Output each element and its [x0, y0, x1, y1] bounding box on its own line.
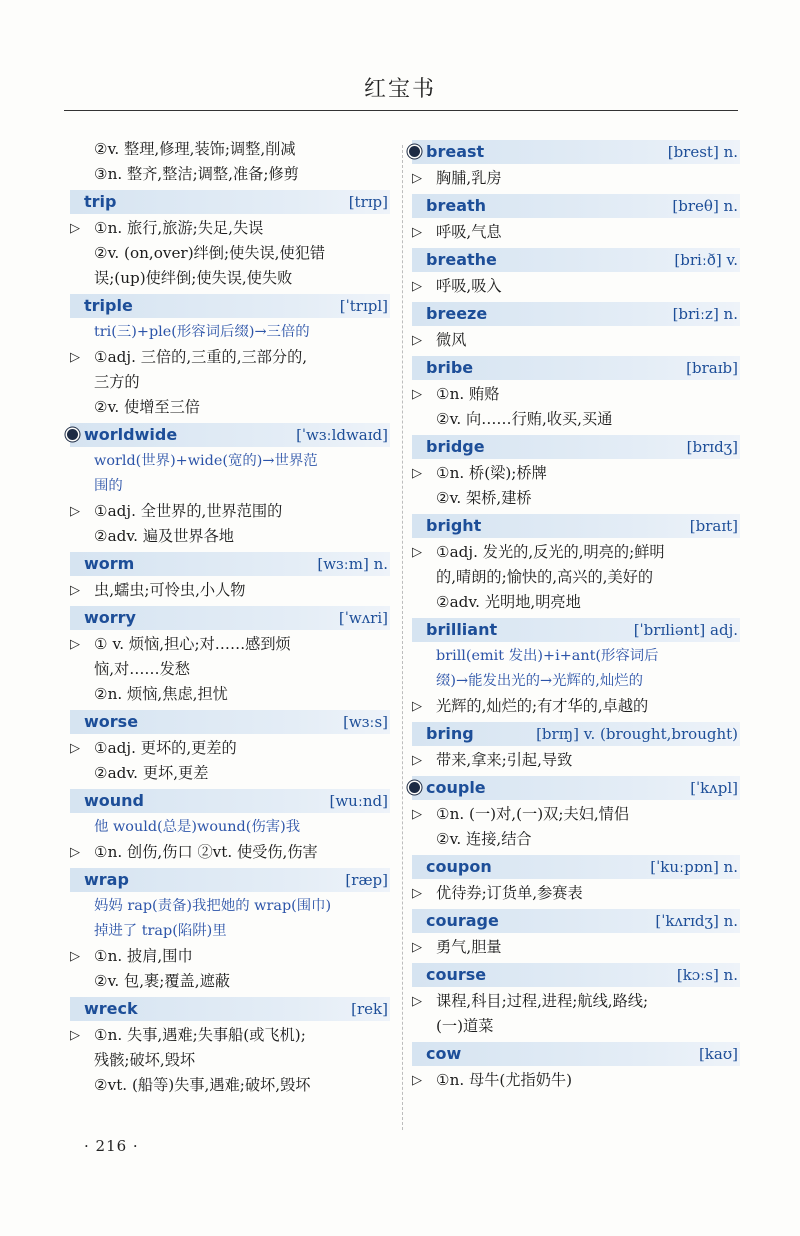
definition-text: 胸脯,乳房	[436, 169, 502, 187]
pronunciation: [ˈbrɪliənt] adj.	[633, 621, 738, 639]
headword: breathe	[426, 250, 497, 269]
definition-text: 呼吸,气息	[436, 223, 502, 241]
pronunciation: [braɪb]	[686, 359, 738, 377]
definition-continuation	[70, 657, 390, 682]
triangle-bullet-icon: ▷	[412, 387, 422, 402]
triangle-bullet-icon: ▷	[412, 994, 422, 1009]
headword: worm	[84, 554, 135, 573]
definition-text: ①n. 桥(梁);桥牌	[436, 464, 547, 482]
pronunciation: [rek]	[351, 1000, 388, 1018]
definition-text: ②v. 整理,修理,装饰;调整,削减	[94, 140, 296, 158]
headword-bar	[70, 997, 390, 1021]
headword: course	[426, 965, 487, 984]
definition-text: ①adj. 更坏的,更差的	[94, 739, 237, 757]
definition-continuation	[70, 266, 390, 291]
pronunciation: [kaʊ]	[698, 1045, 738, 1063]
headword-bar	[412, 722, 740, 746]
definition-text: (一)道菜	[436, 1017, 494, 1035]
pronunciation: [wuːnd]	[329, 792, 388, 810]
pronunciation: [ˈwʌri]	[338, 609, 388, 627]
mnemonic-text: 围的	[94, 478, 123, 494]
headword-bar	[70, 789, 390, 813]
headword: worry	[84, 608, 136, 627]
definition-continuation	[70, 524, 390, 549]
pronunciation: [brest] n.	[667, 143, 738, 161]
headword: triple	[84, 296, 133, 315]
definition-line	[412, 274, 740, 299]
definition-continuation	[70, 137, 390, 162]
definition-text: ①adj. 全世界的,世界范围的	[94, 502, 283, 520]
headword: worldwide	[84, 425, 178, 444]
pronunciation: [braɪt]	[689, 517, 738, 535]
headword-bar	[412, 1042, 740, 1066]
headword: bribe	[426, 358, 474, 377]
definition-continuation	[412, 486, 740, 511]
definition-text: ②v. 连接,结合	[436, 830, 532, 848]
headword-bar	[412, 435, 740, 459]
pronunciation: [ræp]	[345, 871, 388, 889]
pronunciation: [brɪŋ] v. (brought,brought)	[536, 725, 738, 743]
definition-text: 三方的	[94, 373, 140, 391]
mnemonic-text: 掉进了 trap(陷阱)里	[94, 923, 227, 939]
header-rule	[64, 110, 738, 111]
triangle-bullet-icon: ▷	[70, 741, 80, 756]
definition-text: ①n. 旅行,旅游;失足,失误	[94, 219, 264, 237]
triangle-bullet-icon: ▷	[412, 225, 422, 240]
mnemonic-text: 缀)→能发出光的→光辉的,灿烂的	[436, 673, 643, 689]
definition-text: ②v. 使增至三倍	[94, 398, 200, 416]
pronunciation: [wɜːs]	[343, 713, 388, 731]
definition-continuation	[70, 162, 390, 187]
definition-text: ②v. 向……行贿,收买,买通	[436, 410, 613, 428]
headword-bar	[70, 868, 390, 892]
triangle-bullet-icon: ▷	[412, 699, 422, 714]
definition-continuation	[70, 761, 390, 786]
headword: breath	[426, 196, 487, 215]
headword-bar	[70, 606, 390, 630]
headword: bridge	[426, 437, 485, 456]
definition-line	[70, 840, 390, 865]
headword: trip	[84, 192, 117, 211]
definition-text: 勇气,胆量	[436, 938, 502, 956]
definition-line	[412, 328, 740, 353]
definition-line	[412, 382, 740, 407]
headword-bar	[412, 776, 740, 800]
column-divider	[402, 145, 403, 1130]
definition-line	[70, 1023, 390, 1048]
triangle-bullet-icon: ▷	[412, 753, 422, 768]
definition-text: ①n. 贿赂	[436, 385, 500, 403]
pronunciation: [trɪp]	[348, 193, 388, 211]
definition-line	[412, 166, 740, 191]
left-column	[70, 137, 390, 1098]
definition-continuation	[412, 590, 740, 615]
triangle-bullet-icon: ▷	[70, 583, 80, 598]
triangle-bullet-icon: ▷	[70, 221, 80, 236]
triangle-bullet-icon: ▷	[412, 466, 422, 481]
headword-bar	[412, 248, 740, 272]
mnemonic-text: tri(三)+ple(形容词后缀)→三倍的	[94, 324, 310, 340]
definition-continuation	[70, 1048, 390, 1073]
headword: wrap	[84, 870, 129, 889]
definition-text: ②vt. (船等)失事,遇难;破坏,毁坏	[94, 1076, 311, 1094]
definition-continuation	[412, 407, 740, 432]
definition-text: 残骸;破坏,毁坏	[94, 1051, 196, 1069]
triangle-bullet-icon: ▷	[412, 333, 422, 348]
definition-line	[412, 694, 740, 719]
definition-text: ① v. 烦恼,担心;对……感到烦	[94, 635, 291, 653]
pronunciation: [brɪdʒ]	[686, 438, 738, 456]
definition-text: ②adv. 光明地,明亮地	[436, 593, 581, 611]
definition-text: 微风	[436, 331, 467, 349]
headword-bar	[412, 140, 740, 164]
triangle-bullet-icon: ▷	[70, 637, 80, 652]
headword-bar	[412, 963, 740, 987]
triangle-bullet-icon: ▷	[412, 940, 422, 955]
headword: breeze	[426, 304, 488, 323]
definition-text: ②adv. 更坏,更差	[94, 764, 209, 782]
pronunciation: [briːð] v.	[674, 251, 738, 269]
headword: wreck	[84, 999, 138, 1018]
headword: bring	[426, 724, 474, 743]
definition-continuation	[70, 241, 390, 266]
definition-line	[70, 736, 390, 761]
definition-text: 的,晴朗的;愉快的,高兴的,美好的	[436, 568, 654, 586]
headword: worse	[84, 712, 139, 731]
headword: cow	[426, 1044, 462, 1063]
triangle-bullet-icon: ▷	[412, 279, 422, 294]
definition-line	[412, 802, 740, 827]
triangle-bullet-icon: ▷	[412, 1073, 422, 1088]
headword: breast	[426, 142, 485, 161]
definition-text: 误;(up)使绊倒;使失误,使失败	[94, 269, 293, 287]
headword: courage	[426, 911, 499, 930]
headword-bar	[412, 194, 740, 218]
mnemonic-text: 他 would(总是)wound(伤害)我	[94, 819, 301, 835]
headword-bar	[70, 190, 390, 214]
definition-text: ①adj. 发光的,反光的,明亮的;鲜明	[436, 543, 665, 561]
pronunciation: [wɜːm] n.	[317, 555, 388, 573]
definition-line	[412, 989, 740, 1014]
definition-continuation	[70, 1073, 390, 1098]
definition-continuation	[70, 395, 390, 420]
definition-text: ②v. (on,over)绊倒;使失误,使犯错	[94, 244, 326, 262]
triangle-bullet-icon: ▷	[70, 350, 80, 365]
headword: wound	[84, 791, 145, 810]
pronunciation: [ˈwɜːldwaɪd]	[296, 426, 388, 444]
headword: coupon	[426, 857, 492, 876]
headword-bar	[412, 514, 740, 538]
triangle-bullet-icon: ▷	[70, 1028, 80, 1043]
definition-line	[412, 748, 740, 773]
definition-line	[412, 461, 740, 486]
triangle-bullet-icon: ▷	[412, 886, 422, 901]
definition-text: ③n. 整齐,整洁;调整,准备;修剪	[94, 165, 299, 183]
triangle-bullet-icon: ▷	[412, 171, 422, 186]
pronunciation: [ˈtrɪpl]	[339, 297, 388, 315]
pronunciation: [ˈkuːpɒn] n.	[650, 858, 738, 876]
headword-bar	[412, 855, 740, 879]
definition-continuation	[70, 370, 390, 395]
headword-bar	[412, 356, 740, 380]
definition-continuation	[70, 969, 390, 994]
definition-text: 虫,蠕虫;可怜虫,小人物	[94, 581, 246, 599]
definition-line	[412, 540, 740, 565]
definition-text: ②v. 架桥,建桥	[436, 489, 532, 507]
definition-continuation	[412, 827, 740, 852]
definition-line	[70, 499, 390, 524]
headword-bar	[70, 710, 390, 734]
pronunciation: [breθ] n.	[672, 197, 738, 215]
definition-line	[70, 345, 390, 370]
pronunciation: [briːz] n.	[672, 305, 738, 323]
definition-text: 课程,科目;过程,进程;航线,路线;	[436, 992, 649, 1010]
definition-line	[70, 944, 390, 969]
triangle-bullet-icon: ▷	[70, 949, 80, 964]
definition-text: ②n. 烦恼,焦虑,担忧	[94, 685, 228, 703]
headword-bar	[412, 909, 740, 933]
definition-line	[70, 578, 390, 603]
pronunciation: [ˈkʌrɪdʒ] n.	[655, 912, 738, 930]
definition-text: ①n. 母牛(尤指奶牛)	[436, 1071, 573, 1089]
key-word-dot-icon	[409, 782, 420, 793]
mnemonic-text: world(世界)+wide(宽的)→世界范	[94, 453, 318, 469]
definition-text: ①n. 失事,遇难;失事船(或飞机);	[94, 1026, 306, 1044]
definition-text: 优待券;订货单,参赛表	[436, 884, 583, 902]
headword-bar	[412, 302, 740, 326]
page-header: 红宝书	[363, 77, 436, 102]
definition-text: ②adv. 遍及世界各地	[94, 527, 234, 545]
triangle-bullet-icon: ▷	[70, 845, 80, 860]
definition-text: ②v. 包,裹;覆盖,遮蔽	[94, 972, 230, 990]
definition-line	[412, 935, 740, 960]
headword: brilliant	[426, 620, 498, 639]
headword: bright	[426, 516, 482, 535]
mnemonic-text: 妈妈 rap(责备)我把她的 wrap(围巾)	[94, 898, 332, 914]
definition-continuation	[412, 565, 740, 590]
definition-text: ①n. (一)对,(一)双;夫妇,情侣	[436, 805, 630, 823]
definition-line	[412, 220, 740, 245]
headword-bar	[412, 618, 740, 642]
pronunciation: [kɔːs] n.	[676, 966, 738, 984]
definition-line	[412, 1068, 740, 1093]
definition-text: ①adj. 三倍的,三重的,三部分的,	[94, 348, 308, 366]
definition-text: ①n. 创伤,伤口 ②vt. 使受伤,伤害	[94, 843, 318, 861]
triangle-bullet-icon: ▷	[412, 807, 422, 822]
definition-continuation	[412, 1014, 740, 1039]
definition-line	[412, 881, 740, 906]
key-word-dot-icon	[409, 146, 420, 157]
definition-text: 呼吸,吸入	[436, 277, 502, 295]
definition-text: 恼,对……发愁	[94, 660, 190, 678]
mnemonic-text: brill(emit 发出)+i+ant(形容词后	[436, 648, 659, 664]
headword: couple	[426, 778, 486, 797]
definition-text: ①n. 披肩,围巾	[94, 947, 193, 965]
definition-line	[70, 216, 390, 241]
triangle-bullet-icon: ▷	[70, 504, 80, 519]
pronunciation: [ˈkʌpl]	[690, 779, 738, 797]
headword-bar	[70, 423, 390, 447]
definition-continuation	[70, 682, 390, 707]
page-number: · 216 ·	[84, 1137, 139, 1155]
definition-text: 带来,拿来;引起,导致	[436, 751, 573, 769]
right-column	[412, 137, 740, 1093]
headword-bar	[70, 552, 390, 576]
definition-text: 光辉的,灿烂的;有才华的,卓越的	[436, 697, 649, 715]
triangle-bullet-icon: ▷	[412, 545, 422, 560]
headword-bar	[70, 294, 390, 318]
definition-line	[70, 632, 390, 657]
key-word-dot-icon	[67, 429, 78, 440]
